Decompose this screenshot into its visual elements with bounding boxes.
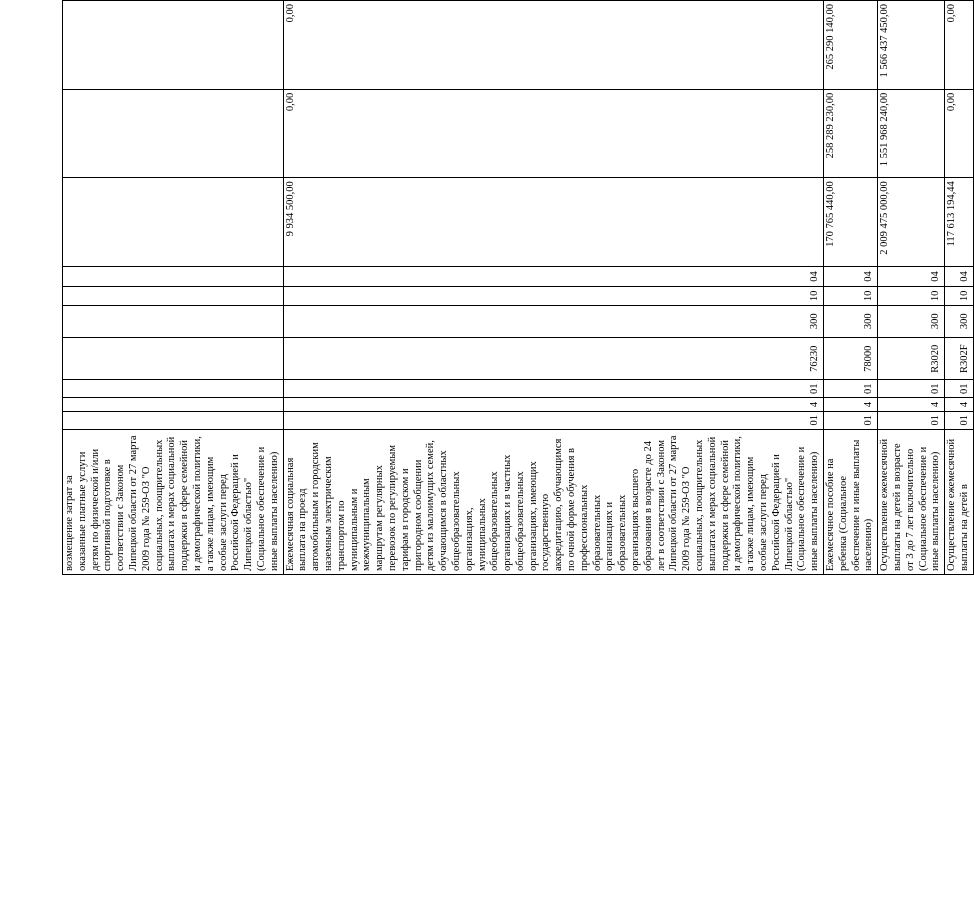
code-cell: 04 [945,266,974,286]
amount-cell: 1 566 437 450,00 [878,1,945,90]
code-cell: R3020 [878,338,945,380]
code-cell: 76230 [283,338,823,380]
row-name: Ежемесячное пособие на ребенка (Социальное обеспечение и иные выплаты населению) [824,429,878,574]
amount-cell: 0,00 [283,89,823,178]
table-row [878,1,945,575]
code-cell: 01 [283,380,823,398]
amount-cell: 0,00 [283,1,823,90]
code-cell [63,305,284,337]
code-cell: 4 [824,398,878,412]
code-cell: 10 [945,287,974,306]
code-cell: 78000 [824,338,878,380]
table-row [945,1,974,575]
code-cell: 01 [945,411,974,429]
code-cell: 01 [878,411,945,429]
amount-cell [63,1,284,90]
code-cell: 300 [283,305,823,337]
amount-cell: 117 613 194,44 [945,178,974,267]
code-cell: 01 [945,380,974,398]
amount-cell: 265 290 140,00 [824,1,878,90]
code-cell [63,266,284,286]
code-cell: R302F [945,338,974,380]
amount-cell: 1 551 968 240,00 [878,89,945,178]
code-cell: 300 [824,305,878,337]
table-row [283,1,823,575]
budget-table [62,0,974,575]
code-cell: 01 [878,380,945,398]
code-cell: 4 [283,398,823,412]
code-cell: 01 [824,411,878,429]
amount-cell: 2 009 475 000,00 [878,178,945,267]
code-cell: 4 [878,398,945,412]
code-cell: 4 [945,398,974,412]
code-cell: 01 [283,411,823,429]
code-cell [63,287,284,306]
row-name: возмещение затрат за оказанные платные услуги детям по физической и/или спортивной подготовке в соответствии с Законом Липецкой области от 27 марта 2009 года № 259-ОЗ "О социальных, поощрительных выплатах и мерах социальной поддержки в сфере семейной и демографической политики, а также лицам, имеющим особые заслуги перед Российской Федерацией и Липецкой областью" (Социальное обеспечение и иные выплаты населению) [63,429,284,574]
amount-cell: 258 289 230,00 [824,89,878,178]
code-cell: 10 [878,287,945,306]
code-cell: 10 [283,287,823,306]
code-cell [63,380,284,398]
code-cell [63,411,284,429]
amount-cell [63,178,284,267]
amount-cell: 0,00 [945,1,974,90]
amount-cell [63,89,284,178]
code-cell: 01 [824,380,878,398]
code-cell: 300 [878,305,945,337]
amount-cell: 0,00 [945,89,974,178]
code-cell: 300 [945,305,974,337]
code-cell: 04 [283,266,823,286]
code-cell [63,398,284,412]
amount-cell: 9 934 500,00 [283,178,823,267]
row-name: Осуществление ежемесячной выплаты на детей в [945,429,974,574]
code-cell: 10 [824,287,878,306]
table-row [63,1,284,575]
amount-cell: 170 765 440,00 [824,178,878,267]
code-cell [63,338,284,380]
row-name: Осуществление ежемесячной выплаты на детей в возрасте от 3 до 7 лет включительно (Социальное обеспечение и иные выплаты населению) [878,429,945,574]
code-cell: 04 [878,266,945,286]
row-name: Ежемесячная социальная выплата на проезд автомобильным и городским наземным электрическим транспортом по муниципальным и межмуниципальным маршрутам регулярных перевозок по регулируемым тарифам в городском и пригородном сообщении детям из малоимущих семей, обучающимся в областных общеобразовательных организациях, муниципальных общеобразовательных организациях и в частных общеобразовательных организациях, имеющих государственную аккредитацию, обучающимся по очной форме обучения в профессиональных образовательных организациях и образовательных организациях высшего образования в возрасте до 24 лет в соответствии с Законом Липецкой области от 27 марта 2009 года № 259-ОЗ "О социальных, поощрительных выплатах и мерах социальной поддержки в сфере семейной и демографической политики, а также лицам, имеющим особые заслуги перед Российской Федерацией и Липецкой областью" (Социальное обеспечение и иные выплаты населению) [283,429,823,574]
code-cell: 04 [824,266,878,286]
table-row [824,1,878,575]
